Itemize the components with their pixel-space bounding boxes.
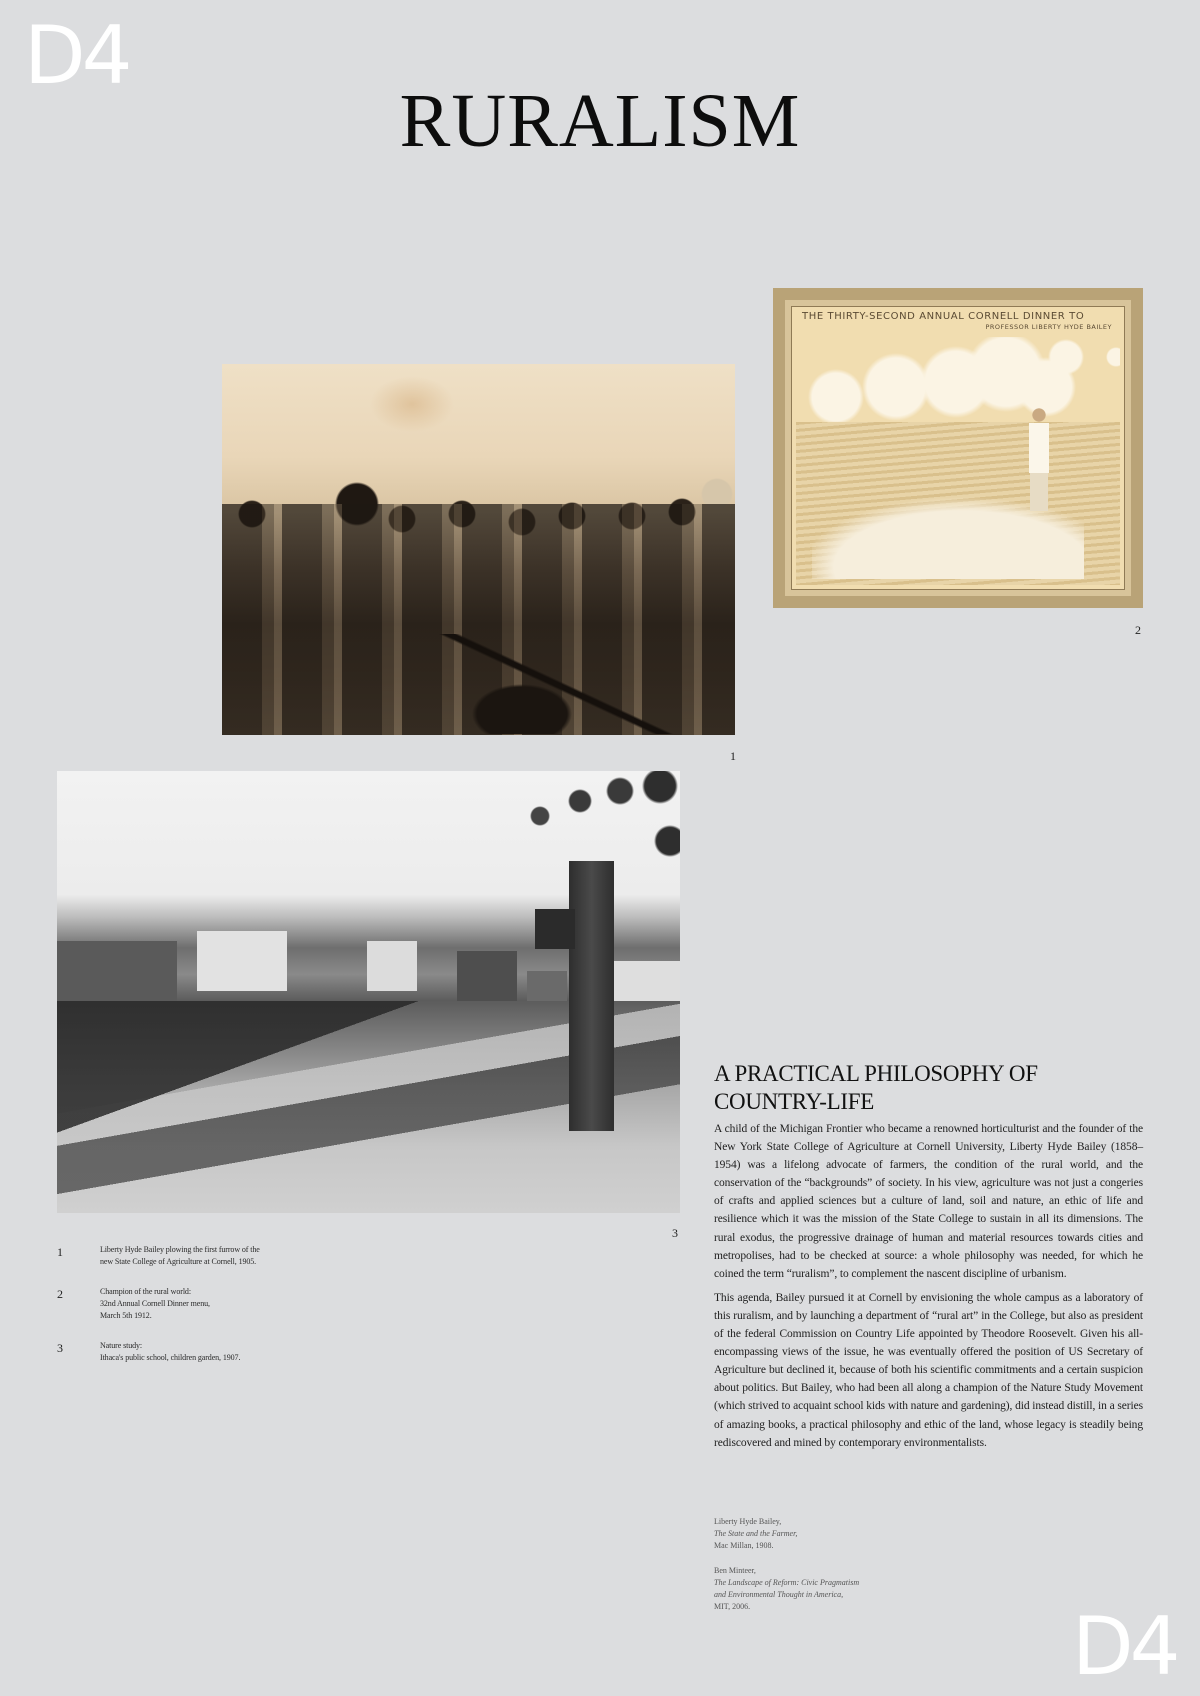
caption-line: Liberty Hyde Bailey plowing the first furrow of the <box>100 1245 260 1254</box>
clouds <box>796 337 1120 427</box>
caption-line: new State College of Agriculture at Cornell, 1905. <box>100 1257 257 1266</box>
page-title: RURALISM <box>399 79 801 163</box>
article-paragraph-1: A child of the Michigan Frontier who became a renowned horticulturist and the founder of the New York State College of Agriculture at Cornell University, Liberty Hyde Bailey (1858–1954) was a lifelong advocate of farmers, the condition of the rural world, and the conservation of the “backgrounds” of society. In his view, agriculture was not just a congeries of crafts and applied sciences but a culture of land, soil and nature, an ethic of life and resilience which it was the mission of the State College to sustain in all its dimensions. The rural exodus, the progressive drainage of human and material resources towards cities and metropolises, had to be checked at source: a whole philosophy was needed, for which he coined the term “ruralism”, to complement the nascent discipline of urbanism. <box>714 1123 1143 1280</box>
figure-2-illustration <box>773 288 1143 608</box>
caption-text <box>100 1286 210 1322</box>
reference-author: Liberty Hyde Bailey, <box>714 1517 782 1526</box>
article-paragraph-2: This agenda, Bailey pursued it at Cornell by envisioning the whole campus as a laboratory of this ruralism, and by launching a department of “rural art” in the College, but also as president of the federal Commission on Country Life appointed by Theodore Roosevelt. Given his all-encompassing views of the issue, he was eventually offered the position of US Secretary of Agriculture but declined it, because of both his scientific commitments and a certain suspicion about politics. But Bailey, who had been all along a champion of the Nature Study Movement (which strived to acquaint school kids with nature and gardening), did instead distill, in a series of amazing books, a practical philosophy and ethic of the land, whose legacy is steadily being rediscovered and mined by contemporary environmentalists. <box>714 1291 1143 1449</box>
reference-2 <box>714 1565 1014 1614</box>
caption-text <box>100 1340 240 1364</box>
caption-line: March 5th 1912. <box>100 1311 152 1320</box>
caption-1 <box>57 1244 357 1268</box>
figure-3-number: 3 <box>672 1226 678 1240</box>
plow <box>412 634 732 734</box>
figure-captions <box>57 1244 357 1382</box>
menu-subheading: PROFESSOR LIBERTY HYDE BAILEY <box>985 323 1112 331</box>
menu-inner-panel <box>791 306 1125 590</box>
caption-3 <box>57 1340 357 1364</box>
figure-1-number: 1 <box>730 749 736 763</box>
caption-number: 3 <box>57 1341 63 1355</box>
reference-author: Ben Minteer, <box>714 1565 756 1575</box>
caption-line: Nature study: <box>100 1341 143 1350</box>
farmer-figure <box>1024 407 1054 517</box>
reference-publisher: Mac Millan, 1908. <box>714 1541 774 1551</box>
figure-3-photo <box>57 771 680 1213</box>
caption-line: Ithaca's public school, children garden, 1907. <box>100 1353 241 1362</box>
caption-number: 2 <box>57 1287 63 1301</box>
caption-text <box>100 1244 260 1268</box>
reference-title: The State and the Farmer, <box>714 1529 798 1539</box>
hanging-sign <box>535 909 575 949</box>
article-title <box>714 1060 1143 1116</box>
logo-top-left: D4 <box>24 9 129 102</box>
reference-title: and Environmental Thought in America, <box>714 1590 844 1600</box>
menu-heading: THE THIRTY-SECOND ANNUAL CORNELL DINNER TO <box>802 311 1085 322</box>
sign-post <box>569 861 614 1131</box>
caption-line: 32nd Annual Cornell Dinner menu, <box>100 1299 210 1308</box>
logo-bottom-right: D4 <box>1072 1600 1177 1693</box>
references <box>714 1516 1014 1625</box>
figure-1-photo <box>222 364 735 735</box>
caption-line: Champion of the rural world: <box>100 1287 191 1296</box>
article <box>714 1060 1143 1458</box>
reference-1 <box>714 1516 1014 1553</box>
article-title-line: A PRACTICAL PHILOSOPHY OF <box>714 1061 1038 1086</box>
article-title-line: COUNTRY-LIFE <box>714 1089 874 1114</box>
reference-publisher: MIT, 2006. <box>714 1602 751 1612</box>
reference-title: The Landscape of Reform: Civic Pragmatism <box>714 1577 860 1587</box>
caption-2 <box>57 1286 357 1322</box>
caption-number: 1 <box>57 1245 63 1259</box>
figure-2-number: 2 <box>1135 623 1141 637</box>
